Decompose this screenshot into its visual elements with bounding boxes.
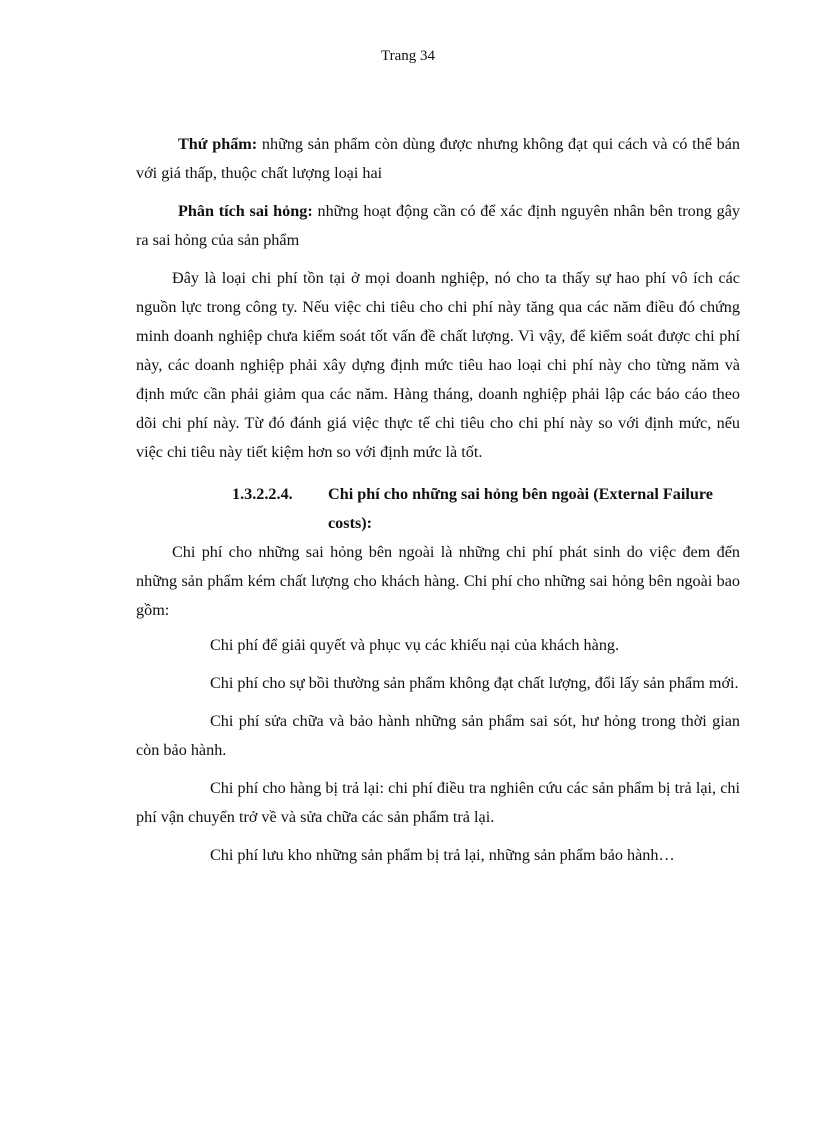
- page-number: Trang 34: [380, 48, 436, 64]
- section-number: 1.3.2.2.4.: [232, 485, 293, 503]
- list-item: Chi phí cho sự bồi thường sản phẩm không đạt chất lượng, đổi lấy sản phẩm mới.: [210, 674, 739, 692]
- definition-paragraph: [136, 197, 740, 255]
- body-paragraph: Đây là loại chi phí tồn tại ở mọi doanh nghiệp, nó cho ta thấy sự hao phí vô ích các nguồn lực trong công ty. Nếu việc chi tiêu cho chi phí này tăng qua các năm điều đó chứng minh doanh nghiệp chưa kiểm soát tốt vấn đề chất lượng. Vì vậy, để kiểm soát được chi phí này, các doanh nghiệp phải xây dựng định mức tiêu hao loại chi phí này cho từng năm và định mức cần phải giảm qua các năm. Hàng tháng, doanh nghiệp phải lập các báo cáo theo dõi chi phí này. Từ đó đánh giá việc thực tế chi tiêu cho chi phí này so với định mức, nếu việc chi tiêu này tiết kiệm hơn so với định mức là tốt.: [136, 269, 740, 461]
- list-item: Chi phí để giải quyết và phục vụ các khiếu nại của khách hàng.: [210, 636, 620, 654]
- list-item: Chi phí lưu kho những sản phẩm bị trả lại, những sản phẩm bảo hành…: [210, 846, 675, 864]
- definition-paragraph: [136, 130, 740, 188]
- section-heading: [232, 480, 740, 538]
- definition-term: Thứ phẩm:: [178, 135, 258, 153]
- list-item: Chi phí cho hàng bị trả lại: chi phí điều tra nghiên cứu các sản phẩm bị trả lại, chi phí vận chuyển trở về và sửa chữa các sản phẩm trả lại.: [136, 779, 740, 826]
- section-title: Chi phí cho những sai hỏng bên ngoài (External Failure costs):: [328, 485, 713, 532]
- document-body: [136, 130, 740, 870]
- list-item: Chi phí sửa chữa và bảo hành những sản phẩm sai sót, hư hỏng trong thời gian còn bảo hành.: [136, 712, 740, 759]
- definition-text: những sản phẩm còn dùng được nhưng không đạt qui cách và có thể bán với giá thấp, thuộc chất lượng loại hai: [136, 135, 740, 182]
- definition-text: những hoạt động cần có để xác định nguyên nhân bên trong gây ra sai hỏng của sản phẩm: [136, 202, 740, 249]
- section-intro-paragraph: Chi phí cho những sai hỏng bên ngoài là những chi phí phát sinh do việc đem đến những sản phẩm kém chất lượng cho khách hàng. Chi phí cho những sai hỏng bên ngoài bao gồm:: [136, 543, 740, 619]
- definition-term: Phân tích sai hỏng:: [178, 202, 313, 220]
